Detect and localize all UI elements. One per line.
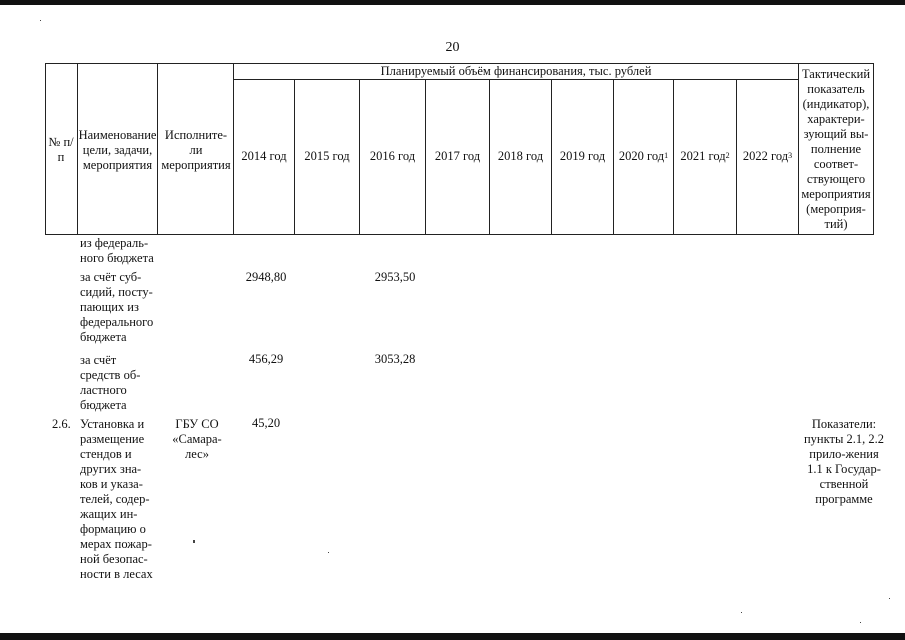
header-year: 2019 год bbox=[559, 148, 606, 163]
row-num: 2.6. bbox=[52, 417, 71, 431]
value-2014: 456,29 bbox=[248, 352, 284, 366]
header-year: 2016 год bbox=[369, 148, 416, 163]
value-2014: 45,20 bbox=[251, 416, 281, 430]
row-indicator: Показатели: пункты 2.1, 2.2 прило-жения 1.1 к Государ-ственной программе bbox=[803, 417, 885, 506]
scan-speck bbox=[328, 552, 329, 553]
table-right-border bbox=[873, 63, 874, 235]
header-financing-title: Планируемый объём финансирования, тыс. рублей bbox=[380, 64, 652, 78]
row-name: за счёт суб-сидий, посту-пающих из федерального бюджета bbox=[80, 270, 154, 344]
header-bottom-line bbox=[45, 234, 874, 235]
scan-border-top bbox=[0, 0, 905, 5]
header-year: 2015 год bbox=[304, 148, 350, 163]
value-2014: 2948,80 bbox=[245, 270, 287, 284]
row-name: за счёт средств об-ластного бюджета bbox=[80, 353, 141, 412]
header-indicator: Тактический показатель (индикатор), характери-зующий вы-полнение соответ-ствующего мероприятия (мероприя-тий) bbox=[801, 66, 871, 231]
row-name: из федераль-ного бюджета bbox=[80, 236, 154, 265]
row-executor: ГБУ СО «Самара-лес» bbox=[172, 417, 222, 461]
value-2016: 3053,28 bbox=[374, 352, 416, 366]
header-year: 2018 год bbox=[497, 148, 544, 163]
year-subheader-line bbox=[233, 79, 798, 80]
header-year: 2022 год 3 bbox=[742, 148, 793, 163]
header-num: № п/п bbox=[48, 135, 74, 164]
page-number: 20 bbox=[445, 40, 460, 55]
scan-speck bbox=[860, 622, 861, 623]
scan-speck bbox=[889, 598, 890, 599]
header-year: 2017 год bbox=[434, 148, 481, 163]
scan-speck bbox=[193, 540, 195, 543]
table-left-border bbox=[45, 63, 46, 235]
header-year: 2014 год bbox=[241, 148, 287, 163]
header-executor: Исполните-ли мероприятия bbox=[161, 127, 231, 172]
value-2016: 2953,50 bbox=[374, 270, 416, 284]
scan-speck bbox=[741, 612, 742, 613]
scan-speck bbox=[40, 20, 41, 21]
header-name: Наименование цели, задачи, мероприятия bbox=[78, 127, 157, 172]
row-name: Установка и размещение стендов и других зна-ков и указа-телей, содер-жащих ин-формацию о мерах пожар-ной безопас-ности в лесах bbox=[80, 417, 153, 581]
scan-border-bottom bbox=[0, 633, 905, 640]
header-year: 2020 год 1 bbox=[618, 148, 669, 163]
header-year: 2021 год 2 bbox=[680, 148, 730, 163]
